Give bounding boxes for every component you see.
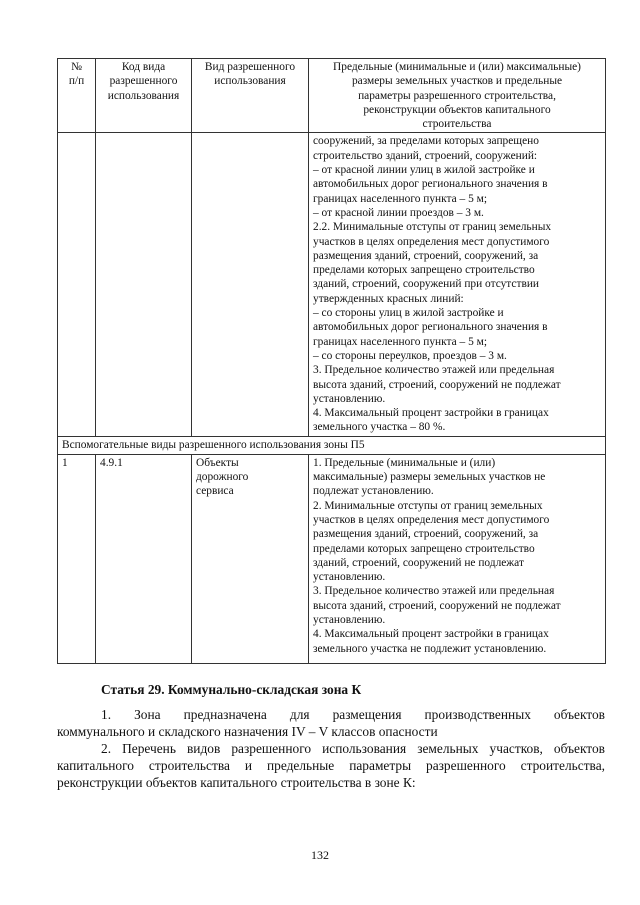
row-type: Объекты дорожного сервиса xyxy=(192,454,309,663)
cell-empty xyxy=(192,133,309,437)
page-number: 132 xyxy=(311,848,329,862)
paragraph-1: 1. Зона предназначена для размещения производственных объектов коммунального и складского назначения IV – V классов опасности xyxy=(57,707,605,739)
article-title: Статья 29. Коммунально-складская зона К xyxy=(101,682,362,697)
header-type: Вид разрешенного использования xyxy=(192,59,309,133)
row-params: 1. Предельные (минимальные и (или) максимальные) размеры земельных участков не подлежат установлению. 2. Минимальные отступы от границ земельных участков в целях определения мест допустимого размещения зданий, строений, сооружений, за пределами которых запрещено строительство зданий, строений, сооружений не подлежат установлению. 3. Предельное количество этажей или предельная высота зданий, строений, сооружений не подлежат установлению. 4. Максимальный процент застройки в границах земельного участка не подлежит установлению. xyxy=(309,454,606,663)
header-num: № п/п xyxy=(58,59,96,133)
zone-parameters-table xyxy=(57,58,606,664)
table-row-continued xyxy=(58,133,606,437)
header-params: Предельные (минимальные и (или) максимальные) размеры земельных участков и предельные параметры разрешенного строительства, реконструкции объектов капитального строительства xyxy=(309,59,606,133)
row-num: 1 xyxy=(58,454,96,663)
row-code: 4.9.1 xyxy=(96,454,192,663)
section-title: Вспомогательные виды разрешенного использования зоны П5 xyxy=(58,437,606,454)
header-code: Код вида разрешенного использования xyxy=(96,59,192,133)
cell-empty xyxy=(96,133,192,437)
table-header-row xyxy=(58,59,606,133)
paragraph-2: 2. Перечень видов разрешенного использования земельных участков, объектов капитального строительства и предельные параметры разрешенного строительства, реконструкции объектов капитального строительства в зоне К: xyxy=(57,741,605,790)
section-header-row xyxy=(58,437,606,454)
cell-empty xyxy=(58,133,96,437)
table-row xyxy=(58,454,606,663)
continued-params-cell: сооружений, за пределами которых запрещено строительство зданий, строений, сооружений: – от красной линии улиц в жилой застройке и автомобильных дорог регионального значения в границах населенного пункта – 5 м; – от красной линии проездов – 3 м. 2.2. Минимальные отступы от границ земельных участков в целях определения мест допустимого размещения зданий, строений, сооружений, за пределами которых запрещено строительство зданий, строений, сооружений при отсутствии утвержденных красных линий: – со стороны улиц в жилой застройке и автомобильных дорог регионального значения в границах населенного пункта – 5 м; – со стороны переулков, проездов – 3 м. 3. Предельное количество этажей или предельная высота зданий, строений, сооружений не подлежат установлению. 4. Максимальный процент застройки в границах земельного участка – 80 %. xyxy=(309,133,606,437)
